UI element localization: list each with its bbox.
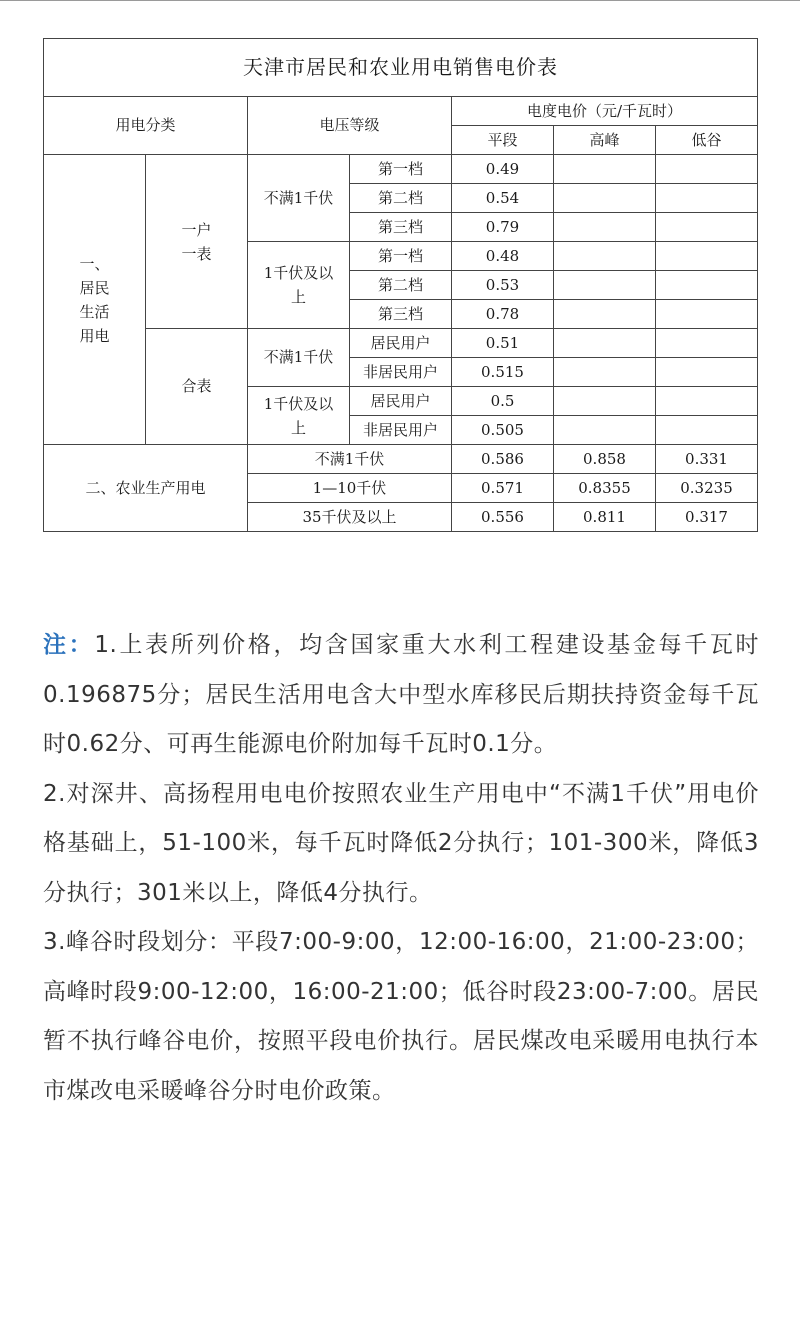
valley-price: [656, 329, 758, 358]
user-type: 非居民用户: [350, 358, 452, 387]
voltage-cell: 不满1千伏: [248, 445, 452, 474]
valley-price: [656, 213, 758, 242]
valley-price: [656, 416, 758, 445]
valley-price: [656, 271, 758, 300]
flat-price: 0.79: [452, 213, 554, 242]
valley-price: [656, 242, 758, 271]
single-meter-label: 一户 一表: [146, 155, 248, 329]
peak-price: [554, 242, 656, 271]
header-peak: 高峰: [554, 126, 656, 155]
flat-price: 0.556: [452, 503, 554, 532]
peak-price: [554, 213, 656, 242]
note-1-text: 1.上表所列价格，均含国家重大水利工程建设基金每千瓦时0.196875分；居民生活用电含大中型水库移民后期扶持资金每千瓦时0.62分、可再生能源电价附加每千瓦时0.1分。: [43, 632, 759, 757]
voltage-cell: 1—10千伏: [248, 474, 452, 503]
user-type: 非居民用户: [350, 416, 452, 445]
note-3: 3.峰谷时段划分：平段7:00-9:00，12:00-16:00，21:00-23:00；高峰时段9:00-12:00，16:00-21:00；低谷时段23:00-7:00。居民暂不执行峰谷电价，按照平段电价执行。居民煤改电采暖用电执行本市煤改电采暖峰谷分时电价政策。: [43, 929, 759, 1104]
user-type: 居民用户: [350, 387, 452, 416]
header-price: 电度电价（元/千瓦时）: [452, 97, 758, 126]
electricity-price-table: [43, 38, 758, 532]
valley-price: 0.331: [656, 445, 758, 474]
voltage-cell: 1千伏及以 上: [248, 387, 350, 445]
flat-price: 0.586: [452, 445, 554, 474]
peak-price: [554, 416, 656, 445]
header-voltage: 电压等级: [248, 97, 452, 155]
valley-price: [656, 358, 758, 387]
flat-price: 0.54: [452, 184, 554, 213]
header-flat: 平段: [452, 126, 554, 155]
header-category: 用电分类: [44, 97, 248, 155]
flat-price: 0.515: [452, 358, 554, 387]
peak-price: [554, 300, 656, 329]
valley-price: [656, 387, 758, 416]
tier-name: 第三档: [350, 300, 452, 329]
user-type: 居民用户: [350, 329, 452, 358]
flat-price: 0.53: [452, 271, 554, 300]
tier-name: 第二档: [350, 271, 452, 300]
tier-name: 第二档: [350, 184, 452, 213]
flat-price: 0.5: [452, 387, 554, 416]
voltage-cell: 不满1千伏: [248, 155, 350, 242]
note-label: 注：: [43, 632, 95, 658]
note-2: 2.对深井、高扬程用电电价按照农业生产用电中“不满1千伏”用电价格基础上，51-100米，每千瓦时降低2分执行；101-300米，降低3分执行；301米以上，降低4分执行。: [43, 780, 759, 906]
flat-price: 0.49: [452, 155, 554, 184]
flat-price: 0.505: [452, 416, 554, 445]
valley-price: [656, 184, 758, 213]
tier-name: 第三档: [350, 213, 452, 242]
peak-price: 0.858: [554, 445, 656, 474]
peak-price: [554, 271, 656, 300]
notes-section: [43, 621, 759, 1116]
peak-price: [554, 329, 656, 358]
voltage-cell: 不满1千伏: [248, 329, 350, 387]
flat-price: 0.48: [452, 242, 554, 271]
tier-name: 第一档: [350, 155, 452, 184]
peak-price: 0.8355: [554, 474, 656, 503]
peak-price: 0.811: [554, 503, 656, 532]
tier-name: 第一档: [350, 242, 452, 271]
flat-price: 0.51: [452, 329, 554, 358]
peak-price: [554, 358, 656, 387]
combined-meter-label: 合表: [146, 329, 248, 445]
flat-price: 0.78: [452, 300, 554, 329]
header-valley: 低谷: [656, 126, 758, 155]
note-1: [43, 621, 759, 770]
peak-price: [554, 184, 656, 213]
table-title: 天津市居民和农业用电销售电价表: [44, 39, 758, 97]
top-divider: [0, 0, 800, 1]
flat-price: 0.571: [452, 474, 554, 503]
residential-category: 一、 居民 生活 用电: [44, 155, 146, 445]
agricultural-category: 二、农业生产用电: [44, 445, 248, 532]
valley-price: [656, 300, 758, 329]
valley-price: 0.3235: [656, 474, 758, 503]
voltage-cell: 35千伏及以上: [248, 503, 452, 532]
voltage-cell: 1千伏及以 上: [248, 242, 350, 329]
valley-price: 0.317: [656, 503, 758, 532]
valley-price: [656, 155, 758, 184]
peak-price: [554, 155, 656, 184]
peak-price: [554, 387, 656, 416]
